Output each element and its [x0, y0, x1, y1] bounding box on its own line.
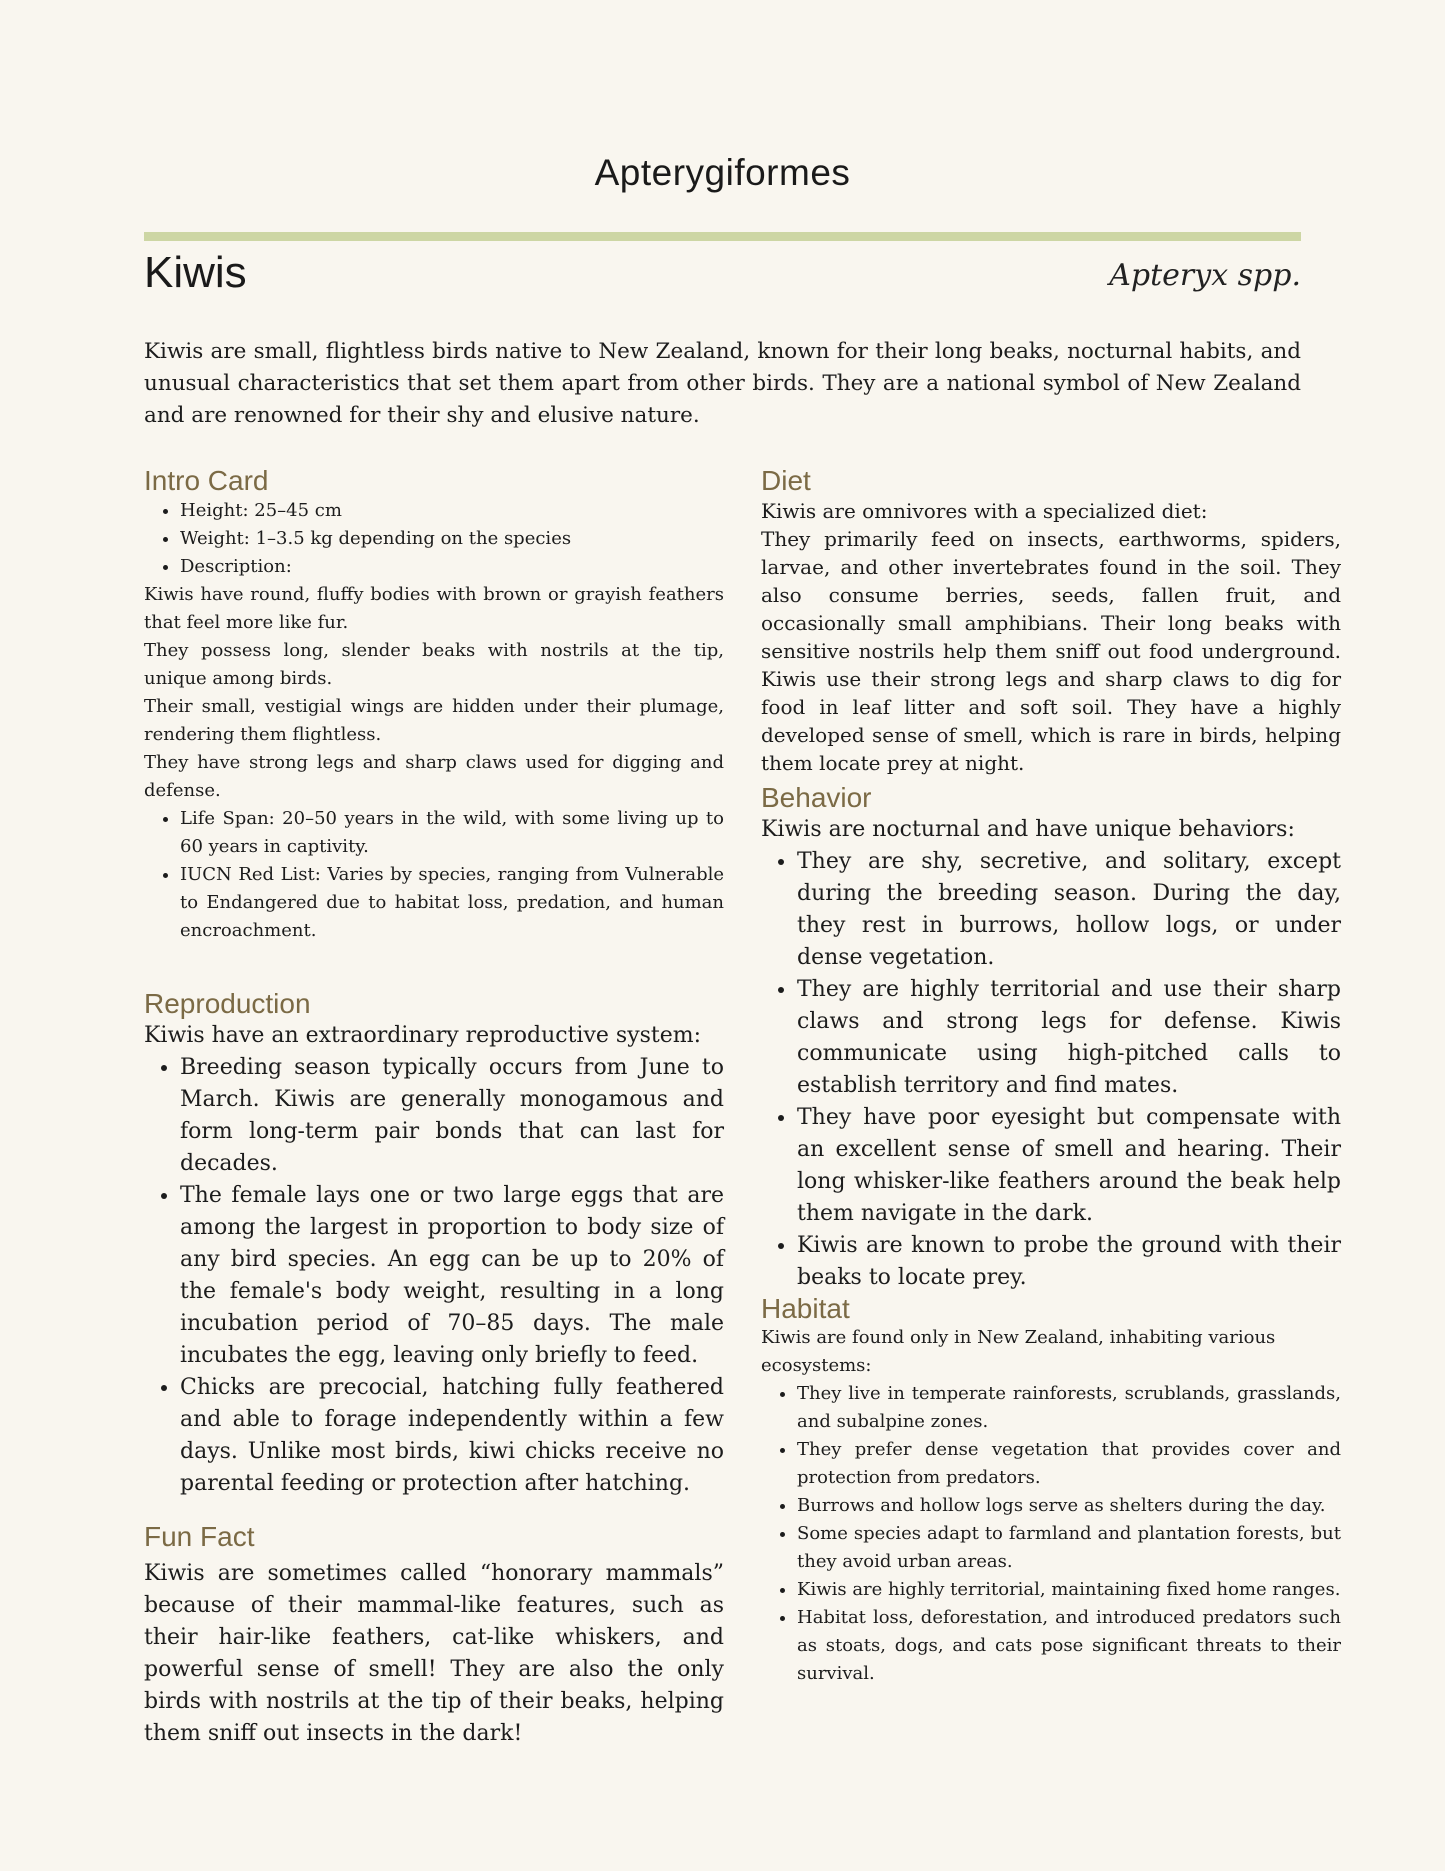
list-item: • Kiwis are highly territorial, maintaining fixed home ranges.: [797, 1576, 1341, 1604]
intro-card-list: [144, 497, 724, 581]
life-span-item: • Life Span: 20–50 years in the wild, with some living up to 60 years in captivity.: [180, 805, 724, 861]
list-item: • Chicks are precocial, hatching fully feathered and able to forage independently within a few days. Unlike most birds, kiwi chicks receive no parental feeding or protection after hatching.: [180, 1372, 724, 1500]
fun-fact-section: [144, 1522, 724, 1751]
height-item: • Height: 25–45 cm: [180, 497, 724, 525]
reproduction-heading: Reproduction: [144, 987, 311, 1019]
description-label: • Description:: [180, 553, 724, 581]
list-item: • The female lays one or two large eggs that are among the largest in proportion to body size of any bird species. An egg can be up to 20% of the female's body weight, resulting in a long incubation period of 70–85 days. The male incubates the egg, leaving only briefly to feed.: [180, 1180, 724, 1372]
reproduction-lead: Kiwis have an extraordinary reproductive system:: [144, 1022, 702, 1048]
weight-item: • Weight: 1–3.5 kg depending on the species: [180, 525, 724, 553]
order-title: Apterygiformes: [594, 152, 851, 193]
diet-section: [761, 466, 1341, 777]
list-item: • They are shy, secretive, and solitary, except during the breeding season. During the day, they rest in burrows, hollow logs, or under dense vegetation.: [797, 846, 1341, 974]
description-line: Kiwis have round, fluffy bodies with brown or grayish feathers that feel more like fur.: [144, 583, 724, 633]
reproduction-section: [144, 989, 724, 1500]
list-item: • They prefer dense vegetation that provides cover and protection from predators.: [797, 1436, 1341, 1492]
fun-fact-heading: Fun Fact: [144, 1520, 255, 1552]
left-column: [144, 466, 724, 1750]
list-item: • Burrows and hollow logs serve as shelters during the day.: [797, 1492, 1341, 1520]
iucn-item: • IUCN Red List: Varies by species, ranging from Vulnerable to Endangered due to habitat loss, predation, and human encroachment.: [180, 861, 724, 945]
behavior-heading: Behavior: [761, 781, 872, 813]
behavior-section: [761, 783, 1341, 1294]
list-item: • They have poor eyesight but compensate with an excellent sense of smell and hearing. Their long whisker-like feathers around the beak help them navigate in the dark.: [797, 1102, 1341, 1230]
list-item: • They are highly territorial and use their sharp claws and strong legs for defense. Kiwis communicate using high-pitched calls to establish territory and find mates.: [797, 974, 1341, 1102]
description-line: They possess long, slender beaks with nostrils at the tip, unique among birds.: [144, 639, 724, 689]
habitat-lead: Kiwis are found only in New Zealand, inhabiting various ecosystems:: [761, 1327, 1276, 1377]
common-name: Kiwis: [144, 248, 247, 297]
list-item: • Kiwis are known to probe the ground with their beaks to locate prey.: [797, 1230, 1341, 1294]
fun-fact-text: Kiwis are sometimes called “honorary mammals” because of their mammal-like features, such as their hair-like feathers, cat-like whiskers, and powerful sense of smell! They are also the only birds with nostrils at the tip of their beaks, helping them sniff out insects in the dark!: [144, 1561, 724, 1747]
right-column: [761, 466, 1341, 1688]
description-line: Their small, vestigial wings are hidden under their plumage, rendering them flightless.: [144, 695, 724, 745]
intro-card-list-2: [144, 805, 724, 945]
reproduction-list: [144, 1052, 724, 1500]
diet-text: They primarily feed on insects, earthworms, spiders, larvae, and other invertebrates found in the soil. They also consume berries, seeds, fallen fruit, and occasionally small amphibians. Their long beaks with sensitive nostrils help them sniff out food underground. Kiwis use their strong legs and sharp claws to dig for food in leaf litter and soft soil. They have a highly developed sense of smell, which is rare in birds, helping them locate prey at night.: [761, 526, 1341, 775]
description-line: They have strong legs and sharp claws used for digging and defense.: [144, 751, 724, 801]
list-item: • Habitat loss, deforestation, and introduced predators such as stoats, dogs, and cats pose significant threats to their survival.: [797, 1604, 1341, 1688]
diet-heading: Diet: [761, 465, 811, 496]
list-item: • They live in temperate rainforests, scrublands, grasslands, and subalpine zones.: [797, 1380, 1341, 1436]
intro-card-section: [144, 466, 724, 945]
diet-lead: Kiwis are omnivores with a specialized diet:: [761, 498, 1208, 523]
intro-card-heading: Intro Card: [144, 465, 269, 496]
list-item: • Breeding season typically occurs from June to March. Kiwis are generally monogamous and form long-term pair bonds that can last for decades.: [180, 1052, 724, 1180]
list-item: • Some species adapt to farmland and plantation forests, but they avoid urban areas.: [797, 1520, 1341, 1576]
behavior-list: [761, 846, 1341, 1294]
header-divider: [144, 232, 1301, 241]
habitat-section: [761, 1294, 1341, 1689]
intro-paragraph: Kiwis are small, flightless birds native to New Zealand, known for their long beaks, nocturnal habits, and unusual characteristics that set them apart from other birds. They are a national symbol of New Zealand and are renowned for their shy and elusive nature.: [144, 339, 1301, 428]
habitat-list: [761, 1380, 1341, 1688]
behavior-lead: Kiwis are nocturnal and have unique behaviors:: [761, 816, 1295, 842]
scientific-name: Apteryx spp.: [1109, 258, 1301, 293]
habitat-heading: Habitat: [761, 1292, 850, 1324]
